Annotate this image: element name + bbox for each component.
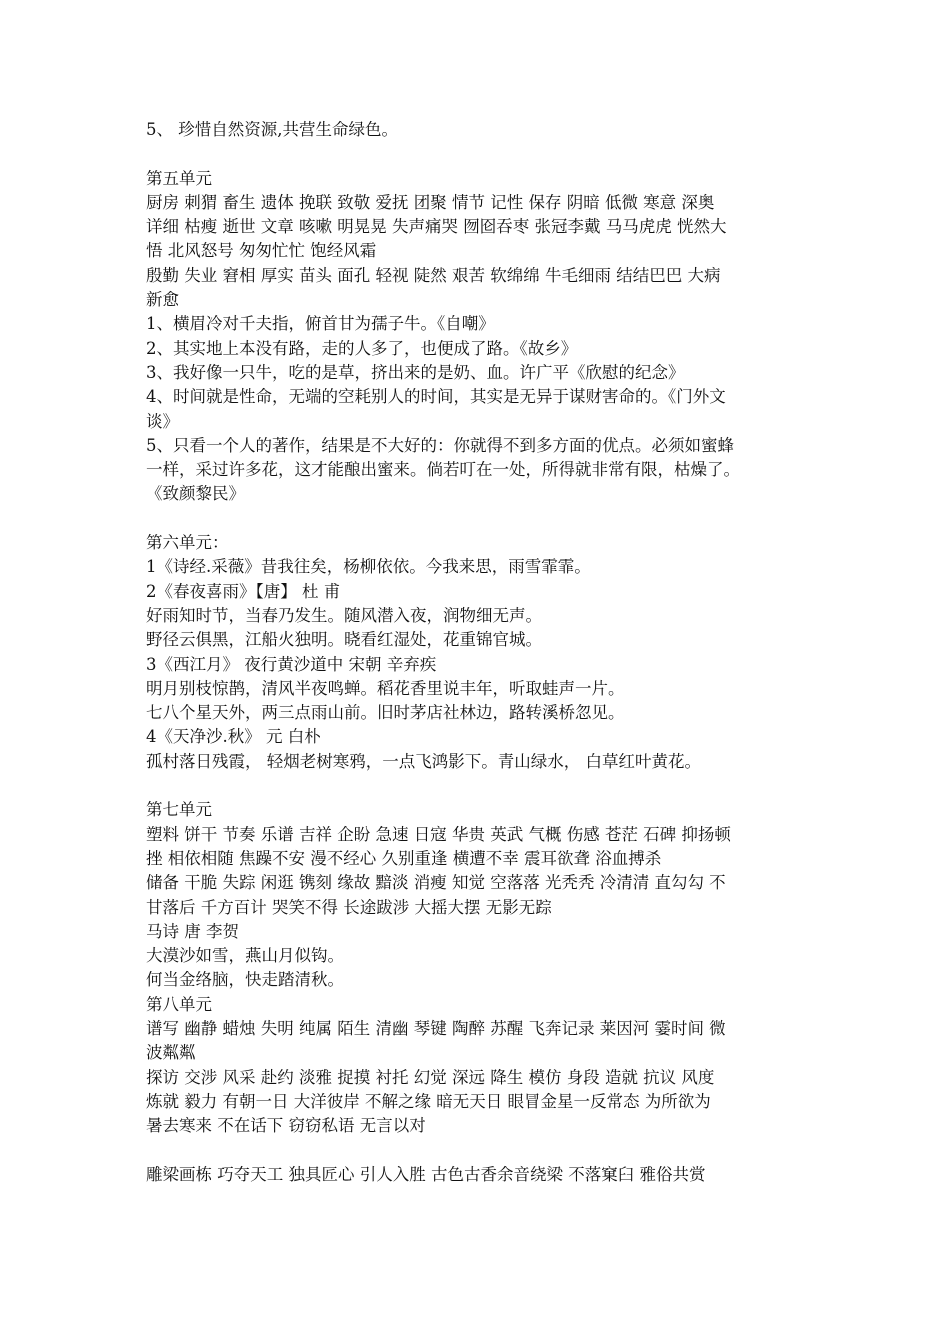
- text-line: 4、时间就是性命，无端的空耗别人的时间，其实是无异于谋财害命的。《门外文: [146, 387, 726, 407]
- text-line: 3、我好像一只牛，吃的是草，挤出来的是奶、血。许广平《欣慰的纪念》: [146, 362, 685, 382]
- text-line: 5、只看一个人的著作，结果是不大好的：你就得不到多方面的优点。必须如蜜蜂: [146, 435, 734, 455]
- blank-line: [146, 507, 810, 531]
- text-line: 新愈: [146, 290, 179, 310]
- text-line: 第五单元: [146, 168, 212, 188]
- text-line: 好雨知时节，当春乃发生。随风潜入夜，润物细无声。: [146, 605, 542, 625]
- text-line: 一样，采过许多花，这才能酿出蜜来。倘若叮在一处，所得就非常有限，枯燥了。: [146, 460, 740, 480]
- text-line: 殷勤 失业 窘相 厚实 苗头 面孔 轻视 陡然 艰苦 软绵绵 牛毛细雨 结结巴巴 大病: [146, 265, 721, 285]
- text-line: 明月别枝惊鹊，清风半夜鸣蝉。稻花香里说丰年，听取蛙声一片。: [146, 678, 625, 698]
- text-line: 探访 交涉 风采 赴约 淡雅 捉摸 衬托 幻觉 深远 降生 模仿 身段 造就 抗议 风度: [146, 1067, 715, 1087]
- text-line: 挫 相依相随 焦躁不安 漫不经心 久别重逢 横遭不幸 震耳欲聋 浴血搏杀: [146, 848, 662, 868]
- text-line: 暑去寒来 不在话下 窃窃私语 无言以对: [146, 1116, 426, 1136]
- text-line: 1《诗经.采薇》昔我往矣，杨柳依依。今我来思，雨雪霏霏。: [146, 557, 591, 577]
- text-line: 5、 珍惜自然资源,共营生命绿色。: [146, 120, 398, 139]
- text-line: 第八单元: [146, 994, 212, 1014]
- text-line: 谱写 幽静 蜡烛 失明 纯属 陌生 清幽 琴键 陶醉 苏醒 飞奔记录 莱因河 霎时间 微: [146, 1018, 726, 1038]
- text-line: 甘落后 千方百计 哭笑不得 长途跋涉 大摇大摆 无影无踪: [146, 897, 552, 917]
- text-line: 3《西江月》 夜行黄沙道中 宋朝 辛弃疾: [146, 654, 437, 674]
- text-line: 雕梁画栋 巧夺天工 独具匠心 引人入胜 古色古香余音绕梁 不落窠臼 雅俗共赏: [146, 1164, 706, 1184]
- text-line: 4《天净沙.秋》 元 白朴: [146, 727, 321, 747]
- text-line: 塑料 饼干 节奏 乐谱 吉祥 企盼 急速 日寇 华贵 英武 气概 伤感 苍茫 石碑 抑扬顿: [146, 824, 731, 844]
- text-line: 孤村落日残霞， 轻烟老树寒鸦，一点飞鸿影下。青山绿水， 白草红叶黄花。: [146, 751, 701, 771]
- text-line: 马诗 唐 李贺: [146, 921, 239, 941]
- text-line: 厨房 刺猬 畜生 遗体 挽联 致敬 爱抚 团聚 情节 记性 保存 阴暗 低微 寒意 深奥: [146, 192, 715, 212]
- document-body: [146, 118, 810, 1187]
- text-line: 波粼粼: [146, 1043, 196, 1063]
- text-line: 何当金络脑，快走踏清秋。: [146, 970, 344, 990]
- text-line: 七八个星天外，两三点雨山前。旧时茅店社林边，路转溪桥忽见。: [146, 703, 625, 723]
- text-line: 储备 干脆 失踪 闲逛 镌刻 缘故 黯淡 消瘦 知觉 空落落 光秃秃 冷清清 直勾勾 不: [146, 873, 726, 893]
- blank-line: [146, 142, 810, 166]
- text-line: 第七单元: [146, 800, 212, 820]
- text-line: 炼就 毅力 有朝一日 大洋彼岸 不解之缘 暗无天日 眼冒金星一反常态 为所欲为: [146, 1091, 711, 1111]
- text-line: 大漠沙如雪，燕山月似钩。: [146, 946, 344, 966]
- text-line: 2、其实地上本没有路，走的人多了，也便成了路。《故乡》: [146, 338, 578, 358]
- text-line: 详细 枯瘦 逝世 文章 咳嗽 明晃晃 失声痛哭 囫囵吞枣 张冠李戴 马马虎虎 恍然大: [146, 217, 727, 237]
- text-line: 野径云俱黑，江船火独明。晓看红湿处，花重锦官城。: [146, 630, 542, 650]
- blank-line: [146, 774, 810, 798]
- text-line: 2《春夜喜雨》【唐】 杜 甫: [146, 581, 341, 601]
- text-line: 《致颜黎民》: [146, 484, 245, 504]
- text-line: 第六单元：: [146, 533, 229, 553]
- text-line: 1、横眉冷对千夫指，俯首甘为孺子牛。《自嘲》: [146, 314, 495, 334]
- text-line: 谈》: [146, 411, 179, 431]
- blank-line: [146, 1138, 810, 1162]
- text-line: 悟 北风怒号 匆匆忙忙 饱经风霜: [146, 241, 377, 261]
